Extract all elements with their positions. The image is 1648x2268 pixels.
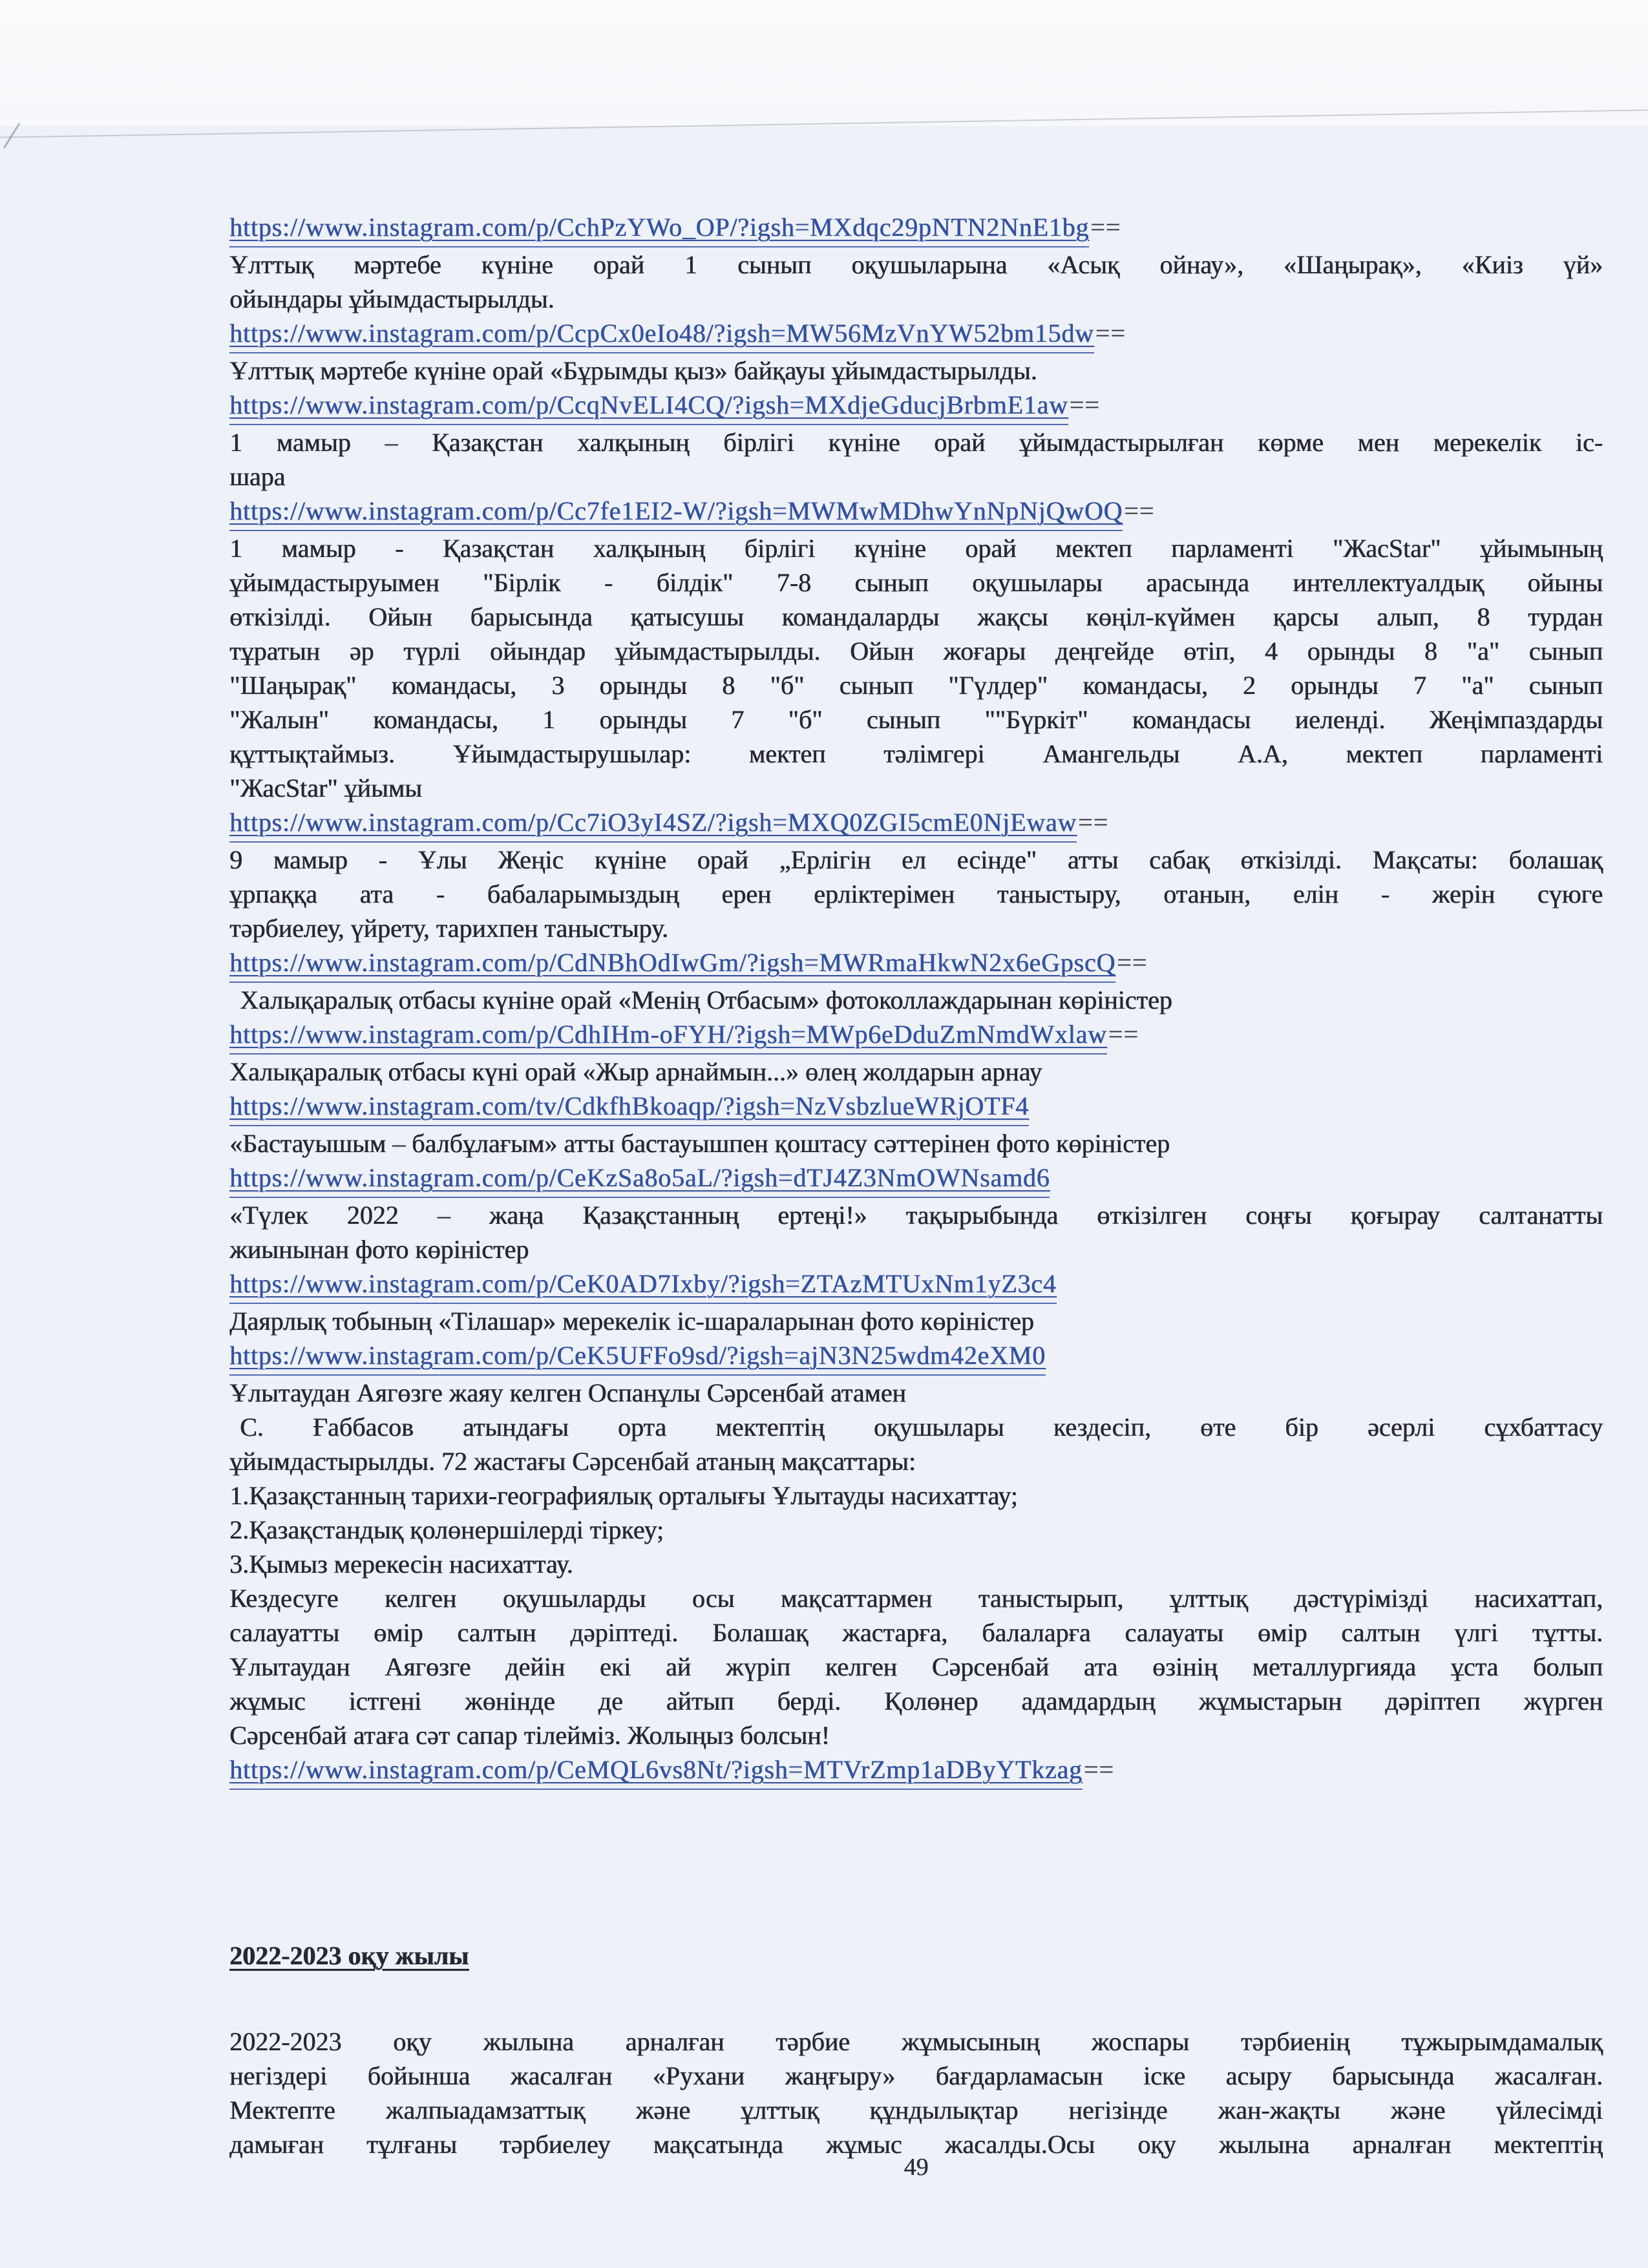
link-line <box>229 388 1603 425</box>
paragraph-line: 9 мамыр - Ұлы Жеңіс күніне орай „Ерлігін ел есінде" атты сабақ өткізілді. Мақсаты: болашақ <box>229 845 1603 874</box>
link-suffix-equals: == <box>1078 808 1109 837</box>
link-suffix-equals: == <box>1095 319 1126 348</box>
instagram-link[interactable]: https://www.instagram.com/p/CcqNvELI4CQ/?igsh=MXdjeGducjBrbmE1aw <box>229 388 1068 425</box>
link-suffix-equals: == <box>1069 390 1100 419</box>
document-content <box>229 210 1603 2161</box>
paragraph-line: шара <box>229 462 286 491</box>
link-line <box>229 316 1603 353</box>
instagram-link[interactable]: https://www.instagram.com/p/CcpCx0eIo48/?igsh=MW56MzVnYW52bm15dw <box>229 316 1094 353</box>
instagram-link[interactable]: https://www.instagram.com/p/CeK5UFFo9sd/?igsh=ajN3N25wdm42eXM0 <box>229 1338 1046 1376</box>
instagram-link[interactable]: https://www.instagram.com/p/CeKzSa8o5aL/?igsh=dTJ4Z3NmOWNsamd6 <box>229 1160 1050 1198</box>
paragraph-line: Халықаралық отбасы күніне орай «Менің Отбасым» фотоколлаждарынан көріністер <box>240 985 1172 1014</box>
link-line <box>229 1338 1603 1376</box>
paragraph-line: өткізілді. Ойын барысында қатысушы командаларды жақсы көңіл-күймен қарсы алып, 8 турдан <box>229 602 1603 631</box>
paragraph-line: "Шаңырақ" командасы, 3 орынды 8 "б" сынып "Гүлдер" командасы, 2 орынды 7 "а" сынып <box>229 671 1603 700</box>
section-heading-text: 2022-2023 оқу жылы <box>229 1941 469 1970</box>
link-suffix-equals: == <box>1108 1020 1139 1049</box>
paragraph-gap <box>229 1973 1603 2024</box>
paragraph-gap <box>229 1790 1603 1938</box>
paragraph-line: дамыған тұлғаны тәрбиелеу мақсатында жұмыс жасалды.Осы оқу жылына арналған мектептің <box>229 2130 1603 2159</box>
scan-artifact-mark <box>3 123 21 149</box>
paragraph-line: Ұлттық мәртебе күніне орай 1 сынып оқушыларына «Асық ойнау», «Шаңырақ», «Киіз үй» <box>229 250 1603 279</box>
page-number: 49 <box>903 2154 929 2181</box>
paragraph-line: ұйымдастырылды. 72 жастағы Сәрсенбай атаның мақсаттары: <box>229 1447 916 1476</box>
instagram-link[interactable]: https://www.instagram.com/p/CeMQL6vs8Nt/?igsh=MTVrZmp1aDByYTkzag <box>229 1752 1083 1790</box>
instagram-link[interactable]: https://www.instagram.com/p/CchPzYWo_OP/?igsh=MXdqc29pNTN2NnE1bg <box>229 210 1089 247</box>
paragraph-line: жұмыс істгені жөнінде де айтып берді. Қолөнер адамдардың жұмыстарын дәріптеп жүрген <box>229 1686 1603 1716</box>
link-line <box>229 1752 1603 1790</box>
link-suffix-equals: == <box>1090 213 1121 242</box>
paragraph-line: 1 мамыр – Қазақстан халқының бірлігі күніне орай ұйымдастырылған көрме мен мерекелік іс- <box>229 428 1603 457</box>
link-line <box>229 805 1603 843</box>
link-suffix-equals: == <box>1117 948 1148 977</box>
paragraph-line: 2022-2023 оқу жылына арналған тәрбие жұмысының жоспары тәрбиенің тұжырымдамалық <box>229 2027 1603 2056</box>
link-suffix-equals: == <box>1124 496 1155 525</box>
paragraph-line: ұйымдастыруымен "Бірлік - білдік" 7-8 сынып оқушылары арасында интеллектуалдық ойыны <box>229 568 1603 597</box>
instagram-link[interactable]: https://www.instagram.com/p/Cc7iO3yI4SZ/?igsh=MXQ0ZGI5cmE0NjEwaw <box>229 805 1077 843</box>
paragraph-line: "ЖасStar" ұйымы <box>229 773 422 803</box>
paragraph-line: жиынынан фото көріністер <box>229 1235 529 1264</box>
paragraph-line: Халықаралық отбасы күні орай «Жыр арнаймын...» өлең жолдарын арнау <box>229 1057 1042 1086</box>
link-line <box>229 945 1603 983</box>
paragraph-line: Кездесуге келген оқушыларды осы мақсаттармен таныстырып, ұлттық дәстүрімізді насихаттап, <box>229 1584 1603 1613</box>
paragraph-line: «Түлек 2022 – жаңа Қазақстанның ертеңі!» тақырыбында өткізілген соңғы қоғырау салтанатты <box>229 1201 1603 1230</box>
paragraph-line: салауатты өмір салтын дәріптеді. Болашақ жастарға, балаларға салауаты өмір салтын үлгі тұтты. <box>229 1618 1603 1647</box>
link-line <box>229 1089 1603 1126</box>
instagram-link[interactable]: https://www.instagram.com/p/CeK0AD7Ixby/?igsh=ZTAzMTUxNm1yZ3c4 <box>229 1266 1057 1304</box>
link-line <box>229 1266 1603 1304</box>
instagram-link[interactable]: https://www.instagram.com/p/CdhIHm-oFYH/?igsh=MWp6eDduZmNmdWxlaw <box>229 1017 1107 1055</box>
paragraph-line: Сәрсенбай атаға сәт сапар тілейміз. Жолыңыз болсын! <box>229 1721 830 1750</box>
instagram-link[interactable]: https://www.instagram.com/p/Cc7fe1EI2-W/?igsh=MWMwMDhwYnNpNjQwOQ <box>229 494 1123 531</box>
instagram-link[interactable]: https://www.instagram.com/p/CdNBhOdIwGm/?igsh=MWRmaHkwN2x6eGpscQ <box>229 945 1115 983</box>
paragraph-line: С. Ғаббасов атындағы орта мектептің оқушылары кездесіп, өте бір әсерлі сұхбаттасу <box>240 1412 1603 1442</box>
paragraph-line: Ұлттық мәртебе күніне орай «Бұрымды қыз» байқауы ұйымдастырылды. <box>229 356 1037 385</box>
paragraph-line: «Бастауышым – балбұлағым» атты бастауышпен қоштасу сәттерінен фото көріністер <box>229 1129 1170 1158</box>
paragraph-line: ойындары ұйымдастырылды. <box>229 284 555 313</box>
paragraph-line: тәрбиелеу, үйрету, тарихпен таныстыру. <box>229 914 668 943</box>
scanner-background <box>0 0 1648 126</box>
link-line <box>229 210 1603 247</box>
link-line <box>229 1017 1603 1055</box>
paragraph-line: Ұлытаудан Аягөзге жаяу келген Оспанұлы Сәрсенбай атамен <box>229 1378 906 1407</box>
instagram-link[interactable]: https://www.instagram.com/tv/CdkfhBkoaqp/?igsh=NzVsbzlueWRjOTF4 <box>229 1089 1029 1126</box>
paragraph-line: 1.Қазақстанның тарихи-географиялық орталығы Ұлытауды насихаттау; <box>229 1481 1018 1510</box>
paragraph-line: Даярлық тобының «Тілашар» мерекелік іс-шараларынан фото көріністер <box>229 1307 1034 1336</box>
paragraph-line: құттықтаймыз. Ұйымдастырушылар: мектеп тәлімгері Амангельды А.А, мектеп парламенті <box>229 739 1603 768</box>
link-line <box>229 1160 1603 1198</box>
paragraph-line: 3.Қымыз мерекесін насихаттау. <box>229 1549 573 1579</box>
paragraph-line: Ұлытаудан Аягөзге дейін екі ай жүріп келген Сәрсенбай ата өзінің металлургияда ұста болып <box>229 1652 1603 1681</box>
paragraph-line: Мектепте жалпыадамзаттық және ұлттық құндылықтар негізінде жан-жақты және үйлесімді <box>229 2095 1603 2125</box>
paragraph-line: 1 мамыр - Қазақстан халқының бірлігі күніне орай мектеп парламенті "ЖасStar" ұйымының <box>229 534 1603 563</box>
paragraph-line: ұрпаққа ата - бабаларымыздың ерен ерліктерімен таныстыру, отанын, елін - жерін сүюге <box>229 879 1603 908</box>
link-suffix-equals: == <box>1083 1755 1114 1784</box>
paragraph-line: негіздері бойынша жасалған «Рухани жаңғыру» бағдарламасын іске асыру барысында жасалған. <box>229 2061 1603 2090</box>
paragraph-line: "Жалын" командасы, 1 орынды 7 "б" сынып ""Бүркіт" командасы иеленді. Жеңімпаздарды <box>229 705 1603 734</box>
paragraph-line: 2.Қазақстандық қолөнершілерді тіркеу; <box>229 1515 664 1544</box>
paragraph-line: тұратын әр түрлі ойындар ұйымдастырылды. Ойын жоғары деңгейде өтіп, 4 орынды 8 "а" сынып <box>229 636 1603 666</box>
link-line <box>229 494 1603 531</box>
section-heading <box>229 1938 1603 1973</box>
